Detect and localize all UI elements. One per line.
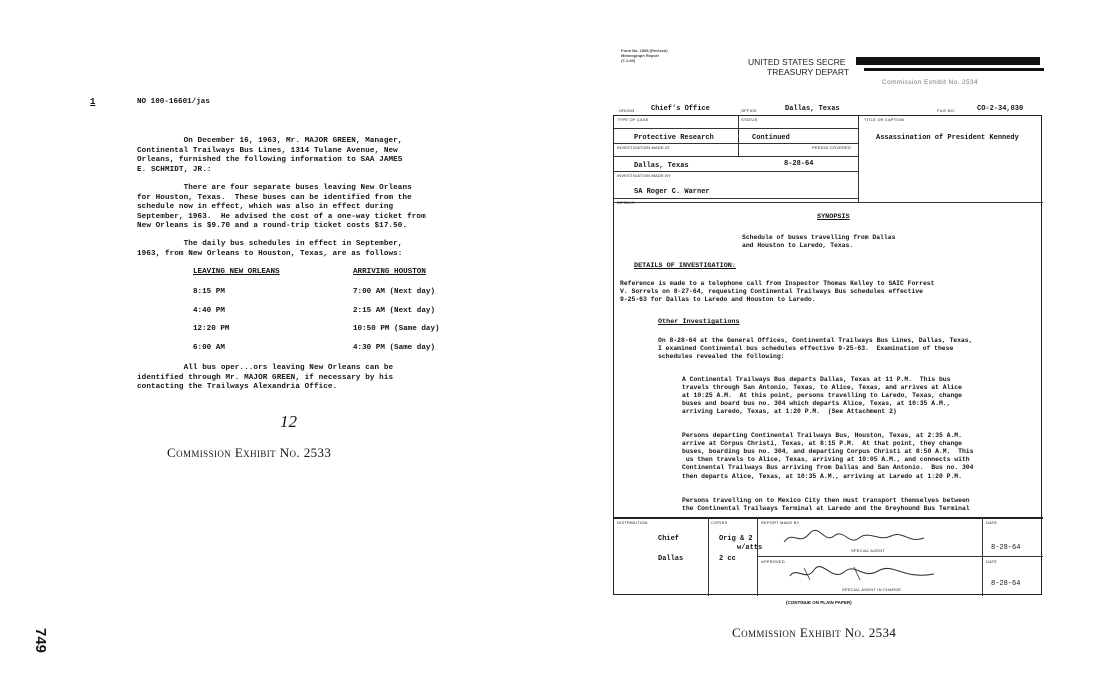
details-label: DETAILS: [617, 200, 635, 205]
departure-time: 4:40 PM: [193, 306, 225, 315]
period-value: 8-28-64: [784, 160, 814, 168]
copies-chief: Orig & 2: [719, 535, 753, 543]
continue-note: (CONTINUE ON PLAIN PAPER): [786, 600, 852, 605]
redaction-bar-mid: [864, 68, 1044, 71]
header-agency-line1: UNITED STATES SECRE: [748, 57, 846, 67]
dallas-route-line: arriving Laredo, Texas, at 1:20 P.M. (See Attachment 2): [682, 408, 897, 416]
investigation-at-label: INVESTIGATION MADE AT: [617, 145, 671, 150]
side-page-number: 749: [32, 627, 50, 654]
paragraph-line: Orleans, furnished the following information to SAA JAMES: [137, 156, 403, 165]
paragraph-line: for Houston, Texas. These buses can be identified from the: [137, 193, 412, 202]
file-number: NO 100-16601/jas: [137, 98, 210, 106]
schedule-header-leaving: LEAVING NEW ORLEANS: [193, 268, 280, 276]
report-date: 8-28-64: [991, 544, 1021, 552]
report-made-by-label: REPORT MADE BY: [761, 520, 800, 525]
file-no-label: FILE NO.: [937, 108, 956, 113]
origin-label: ORIGIN: [619, 108, 635, 113]
departure-time: 6:00 AM: [193, 343, 225, 352]
form-id-line: Mimeograph Report: [621, 53, 659, 58]
houston-route-line: Continental Trailways Bus arriving from Dallas and San Antonio. Bus no. 304: [682, 464, 974, 472]
office-label: OFFICE: [741, 108, 757, 113]
form-id-line: Form No. 1598 (Revised): [621, 48, 668, 53]
dallas-route-line: buses and board bus no. 304 which departs Alice, Texas, at 10:35 A.M.,: [682, 400, 951, 408]
special-agent-in-charge-label: SPECIAL AGENT IN CHARGE: [842, 587, 902, 592]
synopsis-heading: SYNOPSIS: [817, 213, 850, 221]
form-id-line: (7-1-60): [621, 58, 636, 63]
departure-time: 12:20 PM: [193, 325, 230, 333]
departure-time: 8:15 PM: [193, 288, 225, 296]
exhibit-label-2533: Commission Exhibit No. 2533: [167, 445, 332, 460]
left-page: [0, 0, 545, 691]
exhibit-stamp: Commission Exhibit No. 2534: [882, 79, 979, 86]
agent-signature: [779, 524, 929, 550]
status-label: STATUS: [741, 117, 758, 122]
schedule-header-arriving: ARRIVING HOUSTON: [353, 268, 426, 276]
paragraph-line: E. SCHMIDT, JR.:: [137, 165, 212, 174]
type-of-case-label: TYPE OF CASE: [617, 117, 649, 122]
investigation-by-label: INVESTIGATION MADE BY: [617, 173, 671, 178]
paragraph-line: On December 16, 1963, Mr. MAJOR GREEN, Manager,: [137, 137, 403, 145]
report-form: [613, 115, 1042, 595]
other-investigations-line: schedules revealed the following:: [658, 353, 785, 361]
distribution-label: DISTRIBUTION: [617, 520, 648, 525]
distribution-chief: Chief: [658, 535, 680, 543]
houston-route-line: then departs Alice, Texas, at 10:35 A.M., arriving at Laredo at 1:20 P.M.: [682, 472, 962, 480]
copies-dallas: 2 cc: [719, 555, 736, 563]
exhibit-label-2534: Commission Exhibit No. 2534: [732, 625, 897, 640]
arrival-time: 7:00 AM (Next day): [353, 288, 436, 296]
date-label-2: DATE: [986, 559, 998, 564]
houston-route-line: Persons departing Continental Trailways Bus, Houston, Texas, at 2:35 A.M.: [682, 432, 962, 439]
type-of-case-value: Protective Research: [634, 134, 714, 142]
reference-line: V. Sorrels on 8-27-64, requesting Continental Trailways Bus schedules effective: [620, 288, 923, 296]
other-investigations-line: On 8-28-64 at the General Offices, Continental Trailways Bus Lines, Dallas, Texas,: [658, 337, 973, 344]
reference-line: Reference is made to a telephone call from Inspector Thomas Kelley to SAIC Forrest: [620, 280, 935, 287]
status-value: Continued: [752, 134, 790, 142]
dallas-route-line: A Continental Trailways Bus departs Dallas, Texas at 11 P.M. This bus: [682, 376, 951, 383]
origin-value: Chief's Office: [651, 105, 710, 113]
dallas-route-line: travels through San Antonio, Texas, to Alice, Texas, and arrives at Alice: [682, 384, 962, 392]
distribution-dallas: Dallas: [658, 555, 684, 563]
file-no-value: CO-2-34,030: [977, 105, 1024, 113]
page-marker: 1: [90, 97, 96, 107]
houston-route-line: us then travels to Alice, Texas, arriving at 10:05 A.M., and connects with: [682, 456, 970, 464]
header-agency-line2: TREASURY DEPART: [767, 67, 850, 77]
investigation-at-value: Dallas, Texas: [634, 162, 689, 170]
paragraph-line: New Orleans is $9.70 and a round-trip ticket costs $17.50.: [137, 222, 408, 231]
paragraph-line: September, 1963. He advised the cost of a one-way ticket from: [137, 212, 426, 221]
approved-label: APPROVED: [761, 559, 785, 564]
paragraph-line: schedule now in effect, which was also in effect during: [137, 203, 394, 212]
houston-route-line: arrive at Corpus Christi, Texas, at 8:15 P.M. At that point, they change: [682, 440, 962, 448]
synopsis-line: and Houston to Laredo, Texas.: [742, 242, 854, 250]
paragraph-line: There are four separate buses leaving New Orleans: [137, 184, 412, 192]
page-number: 12: [280, 412, 297, 431]
copies-attachments: w/atts: [737, 544, 763, 552]
paragraph-line: Continental Trailways Bus Lines, 1314 Tulane Avenue, New: [137, 146, 398, 155]
approval-date: 8-28-64: [991, 580, 1021, 588]
mexico-city-line: Persons travelling on to Mexico City then must transport themselves between: [682, 497, 970, 504]
special-agent-label: SPECIAL AGENT: [851, 548, 886, 553]
other-investigations-heading: Other Investigations: [658, 318, 740, 326]
period-label: PERIOD COVERED: [812, 145, 852, 150]
synopsis-line: Schedule of buses travelling from Dallas: [742, 234, 896, 241]
approver-signature: [784, 562, 944, 586]
details-heading: DETAILS OF INVESTIGATION:: [634, 262, 736, 270]
paragraph-line: contacting the Trailways Alexandria Office.: [137, 383, 338, 392]
arrival-time: 10:50 PM (Same day): [353, 325, 440, 333]
investigation-by-value: SA Roger C. Warner: [634, 188, 710, 196]
reference-line: 9-25-63 for Dallas to Laredo and Houston to Laredo.: [620, 296, 816, 304]
mexico-city-line: the Continental Trailways Terminal at Laredo and the Greyhound Bus Terminal: [682, 505, 970, 513]
houston-route-line: buses, boarding bus no. 304, and departing Corpus Christi at 8:50 A.M. This: [682, 448, 974, 456]
paragraph-line: 1963, from New Orleans to Houston, Texas, are as follows:: [137, 249, 403, 258]
paragraph-line: identified through Mr. MAJOR GREEN, if necessary by his: [137, 373, 394, 382]
paragraph-line: The daily bus schedules in effect in September,: [137, 240, 403, 248]
redaction-bar-top: [856, 57, 1040, 65]
dallas-route-line: at 10:25 A.M. At this point, persons travelling to Laredo, Texas, change: [682, 392, 962, 400]
title-value: Assassination of President Kennedy: [876, 134, 1019, 142]
arrival-time: 2:15 AM (Next day): [353, 306, 436, 315]
arrival-time: 4:30 PM (Same day): [353, 343, 436, 352]
title-label: TITLE OR CAPTION: [864, 117, 905, 122]
date-label-1: DATE: [986, 520, 998, 525]
other-investigations-line: I examined Continental bus schedules effective 9-25-63. Examination of these: [658, 345, 954, 353]
paragraph-line: All bus oper...ors leaving New Orleans can be: [137, 364, 394, 372]
copies-label: COPIES: [711, 520, 728, 525]
office-value: Dallas, Texas: [785, 105, 840, 113]
